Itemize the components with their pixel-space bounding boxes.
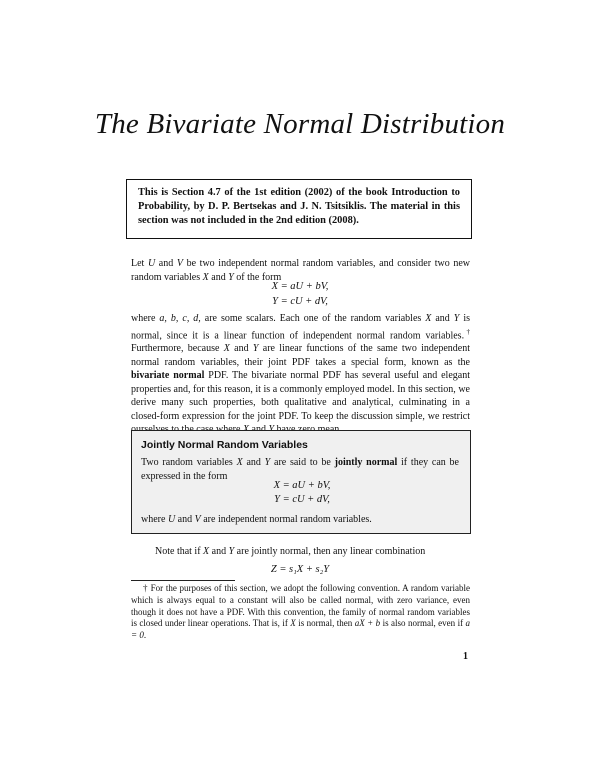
body-text: and bbox=[229, 343, 253, 355]
var-x: X bbox=[202, 271, 209, 283]
intro-text-b: and bbox=[155, 258, 177, 269]
definition-equation-y: Y = cU + dV, bbox=[274, 494, 330, 505]
var-y: Y bbox=[453, 313, 460, 324]
definition-heading: Jointly Normal Random Variables bbox=[141, 439, 308, 451]
note-text: are jointly normal, then any linear combination bbox=[234, 546, 426, 557]
def-text: are independent normal random variables. bbox=[200, 514, 372, 525]
footnote-text: . bbox=[143, 630, 147, 641]
footnote-text: is normal, then bbox=[295, 618, 355, 629]
footnote-rule bbox=[131, 580, 235, 581]
var-v: V bbox=[176, 258, 183, 269]
body-text: Furthermore, because bbox=[131, 343, 224, 355]
edition-notice-box: This is Section 4.7 of the 1st edition (2002) of the book Introduction to Probability, by D. P. Bertsekas and J. N. Tsitsiklis. The material in this section was not included in the 2nd edition (2008). bbox=[126, 179, 472, 239]
paper-title: The Bivariate Normal Distribution bbox=[94, 108, 506, 140]
body-text: where bbox=[131, 313, 160, 324]
note-text: Note that if bbox=[155, 546, 204, 557]
footnote-text: is also normal, even if bbox=[380, 618, 466, 629]
intro-text-e: of the form bbox=[233, 271, 282, 283]
def-text: and bbox=[175, 514, 195, 525]
body-text: is normal, since it is a linear function of independent normal random variables. bbox=[131, 313, 470, 341]
definition-text bbox=[141, 456, 459, 483]
var-x: X bbox=[236, 457, 243, 468]
var-y: Y bbox=[228, 271, 234, 283]
var-u: U bbox=[167, 514, 176, 525]
def-text: if they can be expressed in the form bbox=[141, 457, 459, 482]
var-x: X bbox=[223, 343, 230, 355]
body-paragraph bbox=[131, 312, 470, 437]
intro-text-a: Let bbox=[131, 258, 148, 269]
expr-ax-plus-b: aX + b bbox=[354, 618, 381, 629]
var-x: X bbox=[425, 313, 432, 324]
expr-a-equals-zero: a = 0 bbox=[131, 618, 471, 641]
definition-closing bbox=[141, 513, 459, 527]
def-text: are said to be bbox=[270, 457, 335, 468]
var-y: Y bbox=[252, 343, 259, 355]
definition-box bbox=[131, 430, 471, 534]
var-x: X bbox=[290, 618, 296, 629]
def-text: where bbox=[141, 514, 168, 525]
footnote-dagger: † bbox=[143, 583, 148, 593]
footnote-marker: † bbox=[464, 327, 471, 336]
def-text: and bbox=[242, 457, 265, 468]
body-text: are linear functions of the same two independent normal random variables, their joint PDF takes a special form, known as the bbox=[131, 343, 470, 368]
var-scalars: a, b, c, d, bbox=[159, 313, 201, 324]
var-v: V bbox=[194, 514, 201, 525]
var-x: X bbox=[203, 546, 210, 557]
body-text: PDF. The bivariate normal PDF has several useful and elegant properties and, for this reason, it is a commonly employed model. In this section, we derive many such properties, both qualitative and analytical, culminating in a closed-form expression for the joint PDF. To keep the discussion simple, we restrict bbox=[131, 370, 470, 422]
intro-text-c: be two independent normal random variables, and consider two new random variables bbox=[131, 258, 470, 283]
definition-equation-x: X = aU + bV, bbox=[273, 480, 331, 491]
page-number: 1 bbox=[463, 651, 468, 662]
intro-text-d: and bbox=[208, 271, 229, 283]
note-paragraph bbox=[155, 545, 475, 559]
intro-paragraph bbox=[131, 257, 470, 284]
equation-z: Z = s₁X + s₂Y bbox=[270, 564, 330, 575]
var-u: U bbox=[147, 258, 156, 269]
body-text: and bbox=[431, 313, 454, 324]
term-jointly-normal: jointly normal bbox=[334, 457, 398, 468]
equation-x: X = aU + bV, bbox=[271, 281, 329, 292]
note-text: and bbox=[209, 546, 229, 557]
def-text: Two random variables bbox=[141, 457, 237, 468]
body-text: are some scalars. Each one of the random variables bbox=[200, 313, 426, 324]
term-bivariate-normal: bivariate normal bbox=[131, 370, 205, 382]
footnote-text: For the purposes of this section, we adopt the following convention. A random variable which is always equal to a constant will also be called normal, with zero variance, even though it does not have a PDF. With this convention, the family of normal random variables is closed under linear operations. That is, if bbox=[131, 583, 470, 629]
var-y: Y bbox=[264, 457, 271, 468]
equation-y: Y = cU + dV, bbox=[272, 296, 328, 307]
var-y: Y bbox=[228, 546, 235, 557]
footnote bbox=[131, 583, 470, 642]
